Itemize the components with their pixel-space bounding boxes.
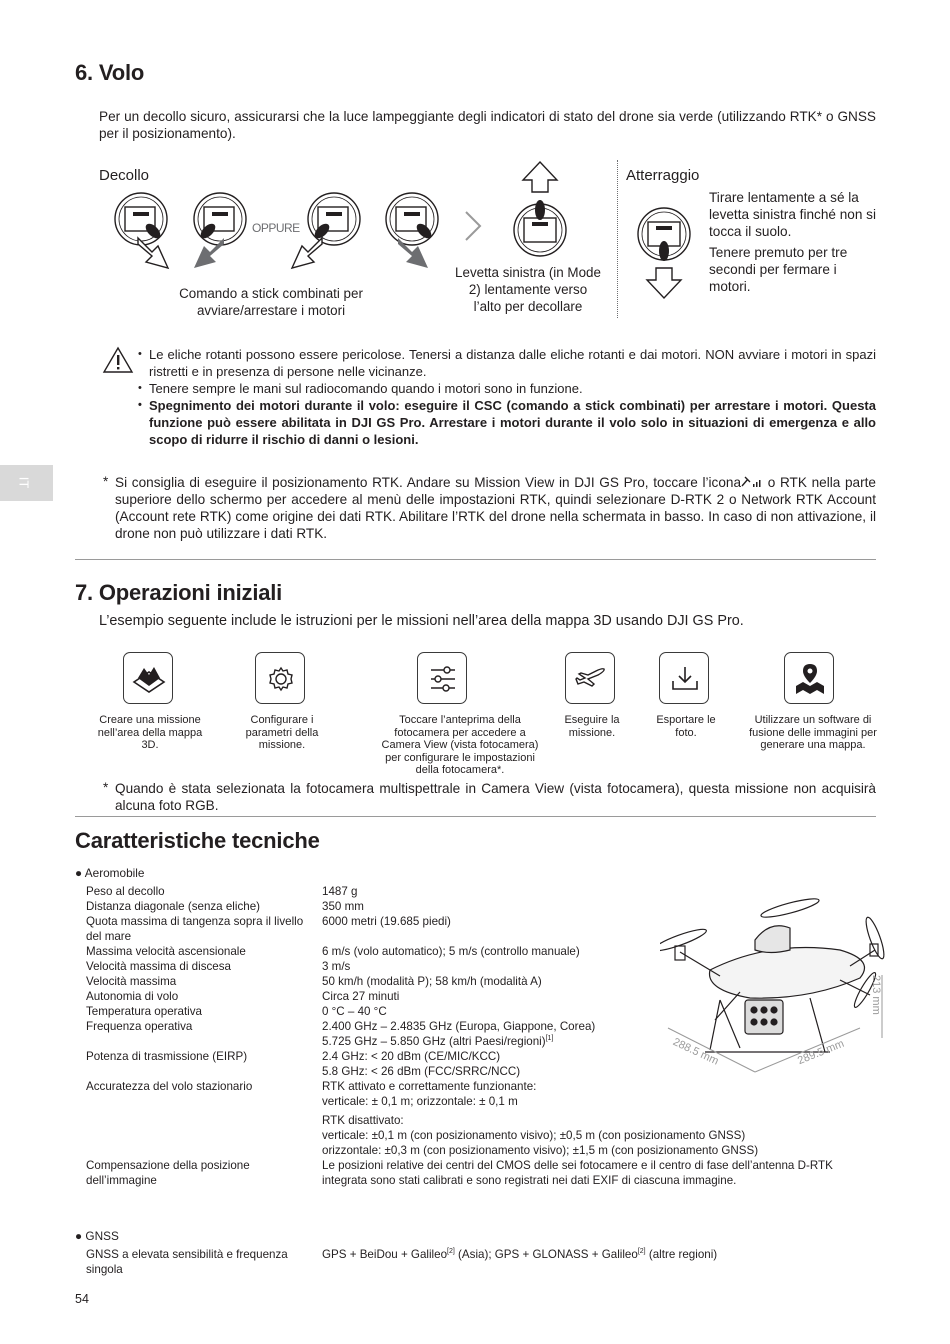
spec-value-line: verticale: ± 0,1 m; orizzontale: ± 0,1 m: [322, 1095, 518, 1108]
spec-value: 50 km/h (modalità P); 58 km/h (modalità A): [322, 975, 542, 988]
language-tab-label: IT: [16, 476, 32, 489]
chevron-right-icon: [460, 208, 486, 244]
warning-item: • Spegnimento dei motori durante il volo: eseguire il CSC (comando a stick combinati) per arrestare i motori. Questa funzione può essere abilitata in DJI GS Pro. Arrestare i motori durante il volo solo in situazioni di emergenza e allo scopo di ridurre il rischio di danni o lesioni.: [138, 397, 876, 448]
spec-category-label: Aeromobile: [84, 866, 145, 880]
spec-key: Quota massima di tangenza sopra il livello del mare: [86, 915, 304, 943]
spec-value: Circa 27 minuti: [322, 990, 400, 1003]
spec-value-part: GPS + BeiDou + Galileo: [322, 1248, 448, 1261]
warning-item: • Le eliche rotanti possono essere pericolose. Tenersi a distanza dalle eliche rotanti e dai motori. NON avviare i motori in spazi ristretti e in presenza di persone nelle vicinanze.: [138, 346, 876, 380]
step-caption: Utilizzare un software di fusione delle immagini per generare una mappa.: [749, 714, 877, 752]
spec-key: Massima velocità ascensionale: [86, 945, 246, 958]
spec-value: 6 m/s (volo automatico); 5 m/s (controllo manuale): [322, 945, 580, 958]
table-row: [86, 1247, 862, 1277]
step-caption: Configurare i parametri della missione.: [245, 714, 319, 752]
warning-item: • Tenere sempre le mani sul radiocomando quando i motori sono in funzione.: [138, 380, 876, 397]
footnote-ref: [2]: [447, 1248, 455, 1256]
diagram-divider: [617, 160, 618, 318]
spec-key: Potenza di trasmissione (EIRP): [86, 1050, 248, 1063]
spec-value-line: orizzontale: ±0,3 m (con posizionamento visivo); ±1,5 m (con posizionamento GNSS): [322, 1144, 759, 1157]
section-6-intro: Per un decollo sicuro, assicurarsi che la luce lampeggiante degli indicatori di stato del drone sia verde (utilizzando RTK* o GNSS per il posizionamento).: [99, 109, 876, 141]
csc-caption: Comando a stick combinati per avviare/arrestare i motori: [179, 286, 363, 318]
section-7-title: 7. Operazioni iniziali: [75, 580, 283, 605]
spec-value: 1487 g: [322, 885, 358, 898]
section-divider: [75, 816, 876, 817]
airplane-icon: [574, 662, 608, 696]
spec-value: [322, 1247, 862, 1277]
section-6-title: 6. Volo: [75, 60, 145, 85]
section-7-intro: L’esempio seguente include le istruzioni per le missioni nell’area della mappa 3D usando DJI GS Pro.: [99, 613, 744, 629]
language-tab: [0, 465, 53, 501]
specs-title: Caratteristiche tecniche: [75, 828, 320, 853]
spec-value: Le posizioni relative dei centri del CMOS delle sei fotocamere e il centro di fase dell’antenna D-RTK integrata sono stati calibrati e sono registrati nei dati EXIF di ciascuna immagine.: [322, 1159, 833, 1187]
sliders-icon: [426, 662, 460, 696]
right-dimension: 289.5 mm: [796, 1037, 846, 1068]
step-caption: Eseguire la missione.: [564, 714, 620, 739]
warning-icon: [102, 346, 134, 374]
spec-value-line: 5.8 GHz: < 26 dBm (FCC/SRRC/NCC): [322, 1065, 521, 1078]
section-divider: [75, 559, 876, 560]
landing-text-1: Tirare lentamente a sé la levetta sinistra finché non si tocca il suolo.: [709, 190, 876, 239]
spec-value-line: 2.400 GHz – 2.4835 GHz (Europa, Giappone, Corea): [322, 1020, 596, 1033]
spec-value-line: 5.725 GHz – 5.850 GHz (altri Paesi/regioni): [322, 1035, 546, 1048]
rtk-footnote-text-b: o RTK nella parte superiore dello schermo per accedere al menù delle impostazioni RTK, quindi selezionare D-RTK 2 o Network RTK Account (Account rete RTK) come origine dei dati RTK. Abilitare l’RTK del drone nella schermata in basso. In caso di non attivazione, il drone non può utilizzare i dati RTK.: [115, 475, 876, 541]
spec-key: Velocità massima di discesa: [86, 960, 231, 973]
spec-key: Compensazione della posizione dell’immagine: [86, 1159, 250, 1187]
left-dimension: 288.5 mm: [670, 1036, 721, 1068]
landing-label: Atterraggio: [626, 167, 700, 184]
stick-up-diagram: [505, 160, 575, 260]
table-row: [86, 1079, 862, 1158]
spec-category-label: GNSS: [85, 1229, 119, 1243]
rtk-footnote-text-a: Si consiglia di eseguire il posizionamento RTK. Andare su Mission View in DJI GS Pro, toccare l’icona: [115, 475, 742, 490]
step-sliders: [417, 652, 467, 704]
spec-category-aircraft: ● Aeromobile: [75, 866, 145, 880]
spec-value: 350 mm: [322, 900, 364, 913]
spec-key: Velocità massima: [86, 975, 177, 988]
map-area-icon: [132, 662, 166, 696]
spec-value-line: RTK disattivato:: [322, 1114, 404, 1127]
or-label: OPPURE: [252, 221, 300, 235]
map-pin-icon: [793, 662, 827, 696]
spec-value-line: 2.4 GHz: < 20 dBm (CE/MIC/KCC): [322, 1050, 501, 1063]
height-dimension: 213 mm: [870, 975, 882, 1015]
stick-down-diagram: [634, 204, 694, 304]
warning-list: [138, 346, 876, 448]
footnote-ref: [1]: [545, 1035, 554, 1043]
takeoff-label: Decollo: [99, 167, 150, 184]
spec-value-line: RTK attivato e correttamente funzionante:: [322, 1080, 537, 1093]
spec-value: 0 °C – 40 °C: [322, 1005, 387, 1018]
spec-key: GNSS a elevata sensibilità e frequenza singola: [86, 1248, 288, 1276]
step-map-area: [123, 652, 173, 704]
spec-value: 6000 metri (19.685 piedi): [322, 915, 451, 928]
step-airplane: [565, 652, 615, 704]
page-number: 54: [75, 1292, 89, 1306]
spec-value-line: verticale: ±0,1 m (con posizionamento visivo); ±0,5 m (con posizionamento GNSS): [322, 1129, 746, 1142]
rtk-footnote: [115, 474, 876, 542]
spec-value: [322, 1079, 862, 1158]
download-icon: [668, 662, 702, 696]
step-download: [659, 652, 709, 704]
footnote-ref: [2]: [637, 1248, 646, 1256]
spec-key: Frequenza operativa: [86, 1020, 193, 1033]
spec-value-part: (Asia); GPS + GLONASS + Galileo: [454, 1248, 638, 1261]
spec-value-part: (altre regioni): [645, 1248, 718, 1261]
step-map-pin: [784, 652, 834, 704]
table-row: [86, 1158, 862, 1188]
step-caption: Creare una missione nell’area della mappa 3D.: [97, 714, 203, 752]
step-gear: [255, 652, 305, 704]
rtk-signal-icon: [741, 476, 763, 488]
left-stick-caption: Levetta sinistra (in Mode 2) lentamente verso l’alto per decollare: [455, 265, 601, 314]
spec-key: Peso al decollo: [86, 885, 165, 898]
landing-text-2: Tenere premuto per tre secondi per fermare i motori.: [709, 245, 848, 294]
spec-key: Autonomia di volo: [86, 990, 179, 1003]
gear-icon: [264, 662, 298, 696]
spec-key: Distanza diagonale (senza eliche): [86, 900, 261, 913]
footnote-mark: *: [103, 780, 109, 795]
footnote-mark: *: [103, 474, 109, 489]
spec-key: Accuratezza del volo stazionario: [86, 1080, 253, 1093]
spec-key: Temperatura operativa: [86, 1005, 202, 1018]
step-caption: Esportare le foto.: [656, 714, 716, 739]
multispectral-footnote: Quando è stata selezionata la fotocamera multispettrale in Camera View (vista fotocamera), questa missione non acquisirà alcuna foto RGB.: [115, 781, 876, 813]
spec-table-gnss: [86, 1247, 862, 1277]
spec-value: 3 m/s: [322, 960, 351, 973]
spec-category-gnss: ● GNSS: [75, 1229, 119, 1243]
step-caption: Toccare l’anteprima della fotocamera per accedere a Camera View (vista fotocamera) per configurare le impostazioni della fotocamera*.: [381, 714, 539, 777]
